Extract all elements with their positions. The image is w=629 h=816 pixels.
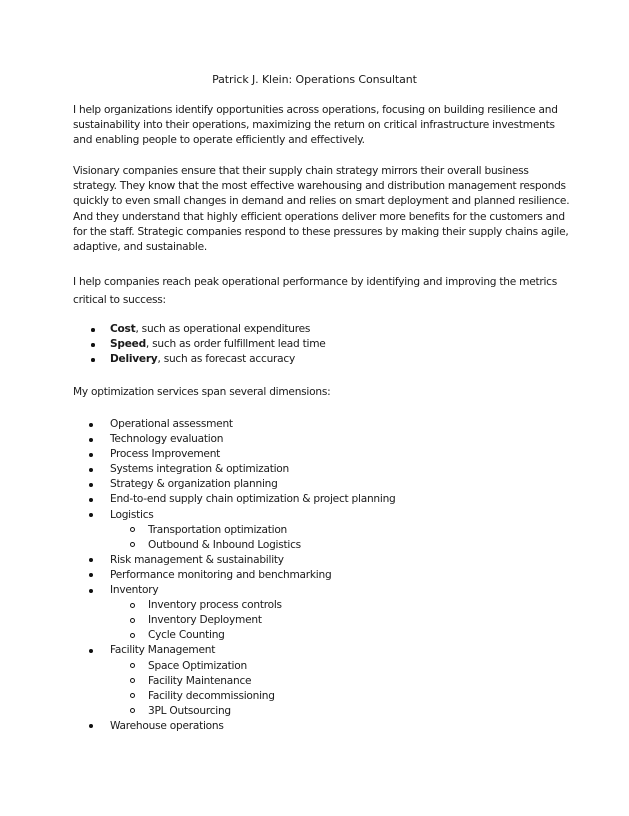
bullet-icon <box>89 498 93 502</box>
hollow-bullet-icon <box>130 542 135 547</box>
service-label: Inventory <box>110 584 159 597</box>
bullet-icon <box>91 328 95 332</box>
metric-description: , such as forecast accuracy <box>157 353 295 366</box>
bullet-icon <box>89 468 93 472</box>
bullet-icon <box>89 724 93 728</box>
service-label: Facility Maintenance <box>148 674 252 687</box>
service-label: Operational assessment <box>110 418 233 430</box>
metric-description: , such as order fulfillment lead time <box>145 338 326 351</box>
hollow-bullet-icon <box>130 603 135 608</box>
bullet-icon <box>89 558 93 562</box>
bullet-icon <box>89 438 93 442</box>
service-label: Risk management & sustainability <box>110 553 284 566</box>
bullet-icon <box>89 573 93 577</box>
service-label: Process Improvement <box>110 448 221 461</box>
service-label: Space Optimization <box>148 659 247 672</box>
intro-paragraph: I help organizations identify opportunities across operations, focusing on building resilience and sustainability into their operations, maximizing the return on critical infrastructure investments and enabling people to operate efficiently and effectively. <box>73 104 558 147</box>
hollow-bullet-icon <box>130 633 135 638</box>
hollow-bullet-icon <box>130 663 135 668</box>
hollow-bullet-icon <box>130 708 135 713</box>
metric-description: , such as operational expenditures <box>135 323 311 335</box>
hollow-bullet-icon <box>130 618 135 623</box>
service-label: Cycle Counting <box>148 629 225 642</box>
metric-term: Speed <box>110 338 146 351</box>
service-label: Warehouse operations <box>110 719 224 732</box>
hollow-bullet-icon <box>130 527 135 532</box>
service-label: End-to-end supply chain optimization & project planning <box>110 493 396 506</box>
bullet-icon <box>91 358 95 362</box>
hollow-bullet-icon <box>130 678 135 683</box>
bullet-icon <box>91 343 95 347</box>
service-label: Logistics <box>110 508 154 521</box>
service-label: Facility decommissioning <box>148 689 275 702</box>
service-label: Transportation optimization <box>148 523 288 536</box>
hollow-bullet-icon <box>130 693 135 698</box>
service-label: Inventory Deployment <box>148 614 262 627</box>
service-label: Performance monitoring and benchmarking <box>110 568 332 581</box>
service-label: Outbound & Inbound Logistics <box>148 538 301 551</box>
metric-term: Delivery <box>110 353 158 366</box>
bullet-icon <box>89 483 93 487</box>
metrics-intro-paragraph: I help companies reach peak operational performance by identifying and improving the metrics critical to success: <box>73 276 558 306</box>
bullet-icon <box>89 423 93 427</box>
metric-term: Cost <box>110 323 136 335</box>
bullet-icon <box>89 589 93 593</box>
service-label: Inventory process controls <box>148 599 282 612</box>
service-label: 3PL Outsourcing <box>148 704 231 717</box>
bullet-icon <box>89 453 93 457</box>
service-label: Strategy & organization planning <box>110 478 278 491</box>
strategy-paragraph: Visionary companies ensure that their supply chain strategy mirrors their overall business strategy. They know that the most effective warehousing and distribution management responds quickly to even small changes in demand and relies on smart deployment and planned resilience. And they understand that highly efficient operations deliver more benefits for the customers and for the staff. Strategic companies respond to these pressures by making their supply chains agile, adaptive, and sustainable. <box>73 165 570 254</box>
service-label: Facility Management <box>110 644 216 657</box>
service-label: Technology evaluation <box>110 433 224 446</box>
bullet-icon <box>89 649 93 653</box>
document-title: Patrick J. Klein: Operations Consultant <box>212 73 417 86</box>
services-intro-paragraph: My optimization services span several dimensions: <box>73 386 331 398</box>
service-label: Systems integration & optimization <box>110 463 289 476</box>
bullet-icon <box>89 513 93 517</box>
